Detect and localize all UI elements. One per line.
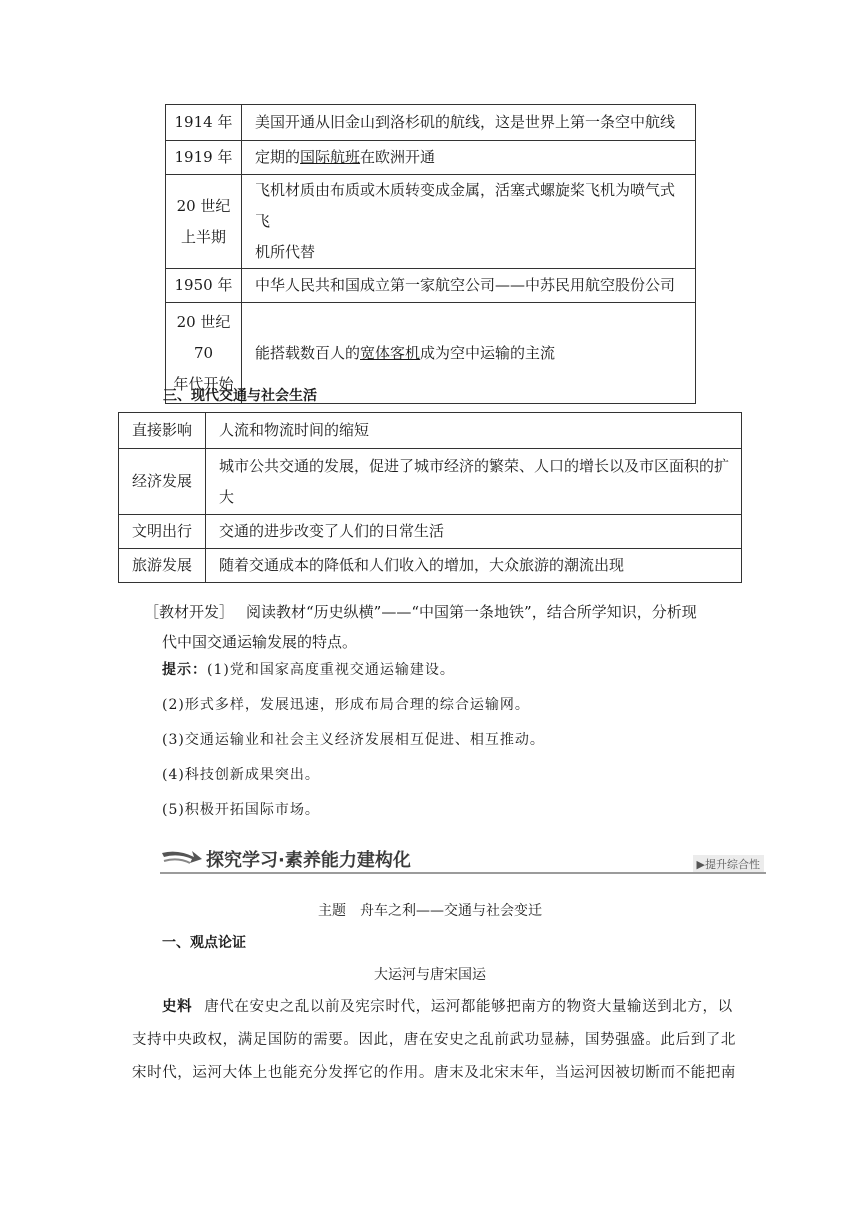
year-line: 20 世纪 [176, 196, 231, 215]
desc-cell: 随着交通成本的降低和人们收入的增加，大众旅游的潮流出现 [206, 549, 742, 583]
banner-tag-text: 提升综合性 [705, 858, 760, 871]
topic-title: 主题 舟车之利——交通与社会变迁 [318, 903, 542, 919]
hint-line-1 [162, 659, 455, 679]
play-arrow-icon: ▶ [696, 858, 705, 871]
desc-cell: 中华人民共和国成立第一家航空公司——中苏民用航空股份公司 [242, 269, 696, 303]
aviation-timeline-table [165, 104, 696, 404]
desc-line: 飞机材质由布质或木质转变成金属，活塞式螺旋桨飞机为喷气式飞 [255, 181, 676, 230]
section-heading: 三、现代交通与社会生活 [163, 388, 317, 404]
banner-divider [160, 872, 766, 874]
table-row [119, 413, 742, 449]
social-life-table [118, 412, 742, 583]
year-line: 年代开始 [173, 374, 234, 393]
table-row [119, 515, 742, 549]
banner-tag [693, 855, 764, 873]
banner-title: 探究学习·素养能力建构化 [206, 850, 411, 871]
year-line: 20 世纪 [176, 312, 231, 331]
desc-text: 能搭载数百人的 [255, 343, 361, 362]
source-line [162, 991, 772, 1024]
desc-text: 在欧洲开通 [360, 148, 436, 166]
table-row [119, 449, 742, 515]
hint-item: (2)形式多样，发展迅速，形成布局合理的综合运输网。 [162, 697, 530, 713]
hint-item: (5)积极开拓国际市场。 [162, 802, 320, 818]
underlined-term: 国际航班 [300, 148, 361, 166]
table-row [166, 175, 696, 269]
textbook-line: 代中国交通运输发展的特点。 [162, 633, 358, 651]
desc-cell: 交通的进步改变了人们的日常生活 [206, 515, 742, 549]
hint-item: (3)交通运输业和社会主义经济发展相互促进、相互推动。 [162, 732, 545, 748]
article-title: 大运河与唐宋国运 [374, 967, 486, 983]
year-line: 70 [193, 343, 214, 362]
desc-line: 机所代替 [255, 243, 316, 261]
category-cell: 直接影响 [119, 413, 206, 449]
desc-cell: 美国开通从旧金山到洛杉矶的航线，这是世界上第一条空中航线 [242, 105, 696, 141]
source-paragraph [162, 991, 772, 1024]
category-cell: 文明出行 [119, 515, 206, 549]
textbook-label: ［教材开发］ [144, 603, 235, 621]
desc-text: 定期的 [255, 148, 301, 166]
table-row [166, 105, 696, 141]
underlined-term: 宽体客机 [360, 343, 421, 362]
desc-line: 大 [219, 487, 235, 506]
year-cell [166, 175, 242, 269]
table-row [166, 141, 696, 175]
desc-cell: 人流和物流时间的缩短 [206, 413, 742, 449]
source-text: 唐代在安史之乱以前及宪宗时代，运河都能够把南方的物资大量输送到北方，以 [204, 999, 733, 1015]
desc-cell [206, 449, 742, 515]
year-cell: 1950 年 [166, 269, 242, 303]
category-cell: 旅游发展 [119, 549, 206, 583]
swoosh-arrow-icon [160, 847, 204, 869]
hint-text: (1)党和国家高度重视交通运输建设。 [207, 662, 455, 678]
category-cell: 经济发展 [119, 449, 206, 515]
source-line: 支持中央政权，满足国防的需要。因此，唐在安史之乱前武功显赫，国势强盛。此后到了北 [132, 1032, 736, 1048]
section-banner [160, 842, 766, 874]
textbook-text: 阅读教材“历史纵横”——“中国第一条地铁”，结合所学知识，分析现 [246, 603, 697, 621]
textbook-paragraph [144, 597, 764, 657]
year-line: 上半期 [180, 227, 226, 246]
textbook-line [144, 597, 764, 627]
year-cell: 1914 年 [166, 105, 242, 141]
year-cell: 1919 年 [166, 141, 242, 175]
sub-heading: 一、观点论证 [162, 935, 246, 951]
desc-text: 成为空中运输的主流 [420, 343, 556, 362]
desc-cell [242, 175, 696, 269]
table-row [119, 549, 742, 583]
source-line: 宋时代，运河大体上也能充分发挥它的作用。唐末及北宋末年，当运河因被切断而不能把南 [132, 1065, 736, 1081]
hint-item: (4)科技创新成果突出。 [162, 767, 320, 783]
table-row [166, 269, 696, 303]
desc-line: 城市公共交通的发展，促进了城市经济的繁荣、人口的增长以及市区面积的扩 [219, 456, 730, 475]
source-label: 史料 [162, 999, 193, 1015]
desc-cell [242, 141, 696, 175]
hint-label: 提示： [162, 662, 207, 678]
